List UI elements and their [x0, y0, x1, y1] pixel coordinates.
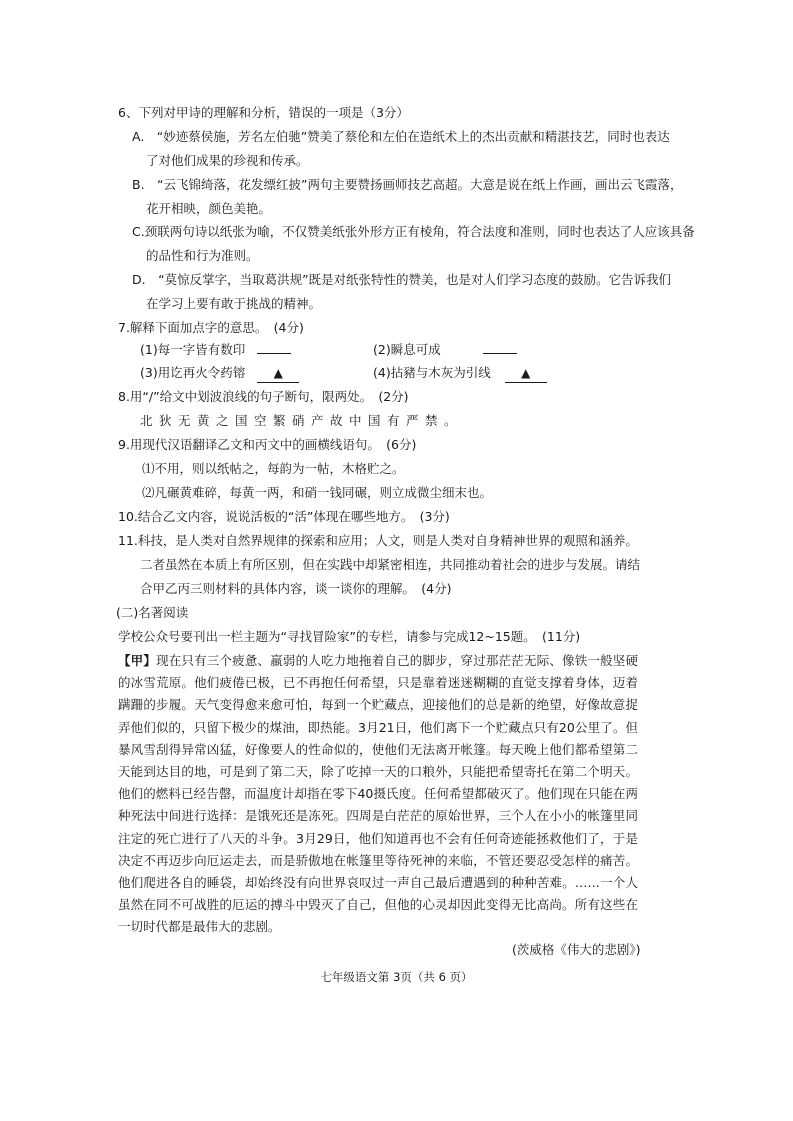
q7-item-3-answer-mark[interactable]: ▲: [257, 364, 299, 383]
q6-option-d-line2: 在学习上要有敢于挑战的精神。: [146, 296, 322, 311]
q6-option-c-line1: C.颈联两句诗以纸张为喻，不仅赞美纸张外形方正有棱角，符合法度和准则，同时也表达了人应该具备: [132, 224, 695, 239]
q6-stem: 6、下列对甲诗的理解和分析，错误的一项是（3分）: [118, 105, 409, 120]
q7-item-1: [140, 340, 291, 359]
q6-option-b-line1: B. “云飞锦绮落，花发缥红披”两句主要赞扬画师技艺高超。大意是说在纸上作画，画出云飞霞落，: [132, 177, 683, 192]
passage: [118, 650, 638, 939]
q7-item-3-text: (3)用讫再火令药镕: [140, 365, 246, 380]
passage-source: (茨威格《伟大的悲剧》): [512, 942, 641, 957]
section-intro: 学校公众号要刊出一栏主题为“寻找冒险家”的专栏，请参与完成12~15题。 (11分): [118, 629, 581, 644]
q7-item-3: [140, 364, 299, 383]
section-heading: (二)名著阅读: [116, 605, 189, 620]
q11-line2: 二者虽然在本质上有所区别，但在实践中却紧密相连，共同推动着社会的进步与发展。请结: [140, 557, 641, 572]
q6-option-a-line2: 了对他们成果的珍视和传承。: [146, 153, 309, 168]
page-footer: 七年级语文第 3页（共 6 页）: [320, 970, 473, 984]
passage-text: 现在只有三个疲惫、羸弱的人吃力地拖着自己的脚步，穿过那茫茫无际、像铁一般坚硬的冰雪荒原。他们疲倦已极，已不再抱任何希望，只是靠着迷迷糊糊的直觉支撑着身体，迈着蹒跚的步履。天气变得愈来愈可怕，每到一个贮藏点，迎接他们的总是新的绝望，好像故意捉弄他们似的，只留下极少的煤油，即热能。3月21日，他们离下一个贮藏点只有20公里了。但暴风雪刮得异常凶猛，好像要人的性命似的，使他们无法离开帐篷。每天晚上他们都希望第二天能到达目的地，可是到了第二天，除了吃掉一天的口粮外，只能把希望寄托在第二个明天。他们的燃料已经告罄，而温度计却指在零下40摄氏度。任何希望都破灭了。他们现在只能在两种死法中间进行选择：是饿死还是冻死。四周是白茫茫的原始世界，三个人在小小的帐篷里同注定的死亡进行了八天的斗争。3月29日，他们知道再也不会有任何奇迹能拯救他们了，于是决定不再迈步向厄运走去，而是骄傲地在帐篷里等待死神的来临，不管还要忍受怎样的痛苦。他们爬进各自的睡袋，却始终没有向世界哀叹过一声自己最后遭遇到的种种苦难。……一个人虽然在同不可战胜的厄运的搏斗中毁灭了自己，但他的心灵却因此变得无比高尚。所有这些在一切时代都是最伟大的悲剧。: [118, 653, 638, 935]
q7-item-2: [373, 340, 517, 359]
q7-item-2-text: (2)瞬息可成: [373, 342, 441, 357]
q10-stem: 10.结合乙文内容，说说活板的“活”体现在哪些地方。 (3分): [118, 509, 450, 524]
q7-item-4-text: (4)拈豬与木灰为引线: [373, 365, 491, 380]
passage-label: 【甲】: [118, 653, 157, 668]
q11-line3: 合甲乙丙三则材料的具体内容，谈一谈你的理解。 (4分): [140, 581, 452, 596]
q9-stem: 9.用现代汉语翻译乙文和丙文中的画横线语句。 (6分): [118, 437, 417, 452]
q7-item-1-text: (1)每一字皆有数印: [140, 342, 246, 357]
q9-sentence-1: ⑴不用，则以纸帖之，每韵为一帖，木格贮之。: [142, 461, 405, 476]
q9-sentence-2: ⑵凡碾黄难碎，每黄一两，和硝一钱同碾，则立成微尘细末也。: [142, 485, 493, 500]
q6-option-a-line1: A. “妙迹蔡侯施，芳名左伯驰”赞美了蔡伦和左伯在造纸术上的杰出贡献和精湛技艺，同时也表达: [132, 129, 670, 144]
q7-item-2-blank[interactable]: [483, 340, 517, 354]
q8-sentence: 北狄无黄之国空繁硝产故中国有严禁。: [140, 413, 464, 428]
q7-item-4: [373, 364, 547, 383]
q6-option-b-line2: 花开相映，颜色美艳。: [146, 201, 272, 216]
q6-option-c-line2: 的品性和行为准则。: [146, 248, 259, 263]
q7-stem: 7.解释下面加点字的意思。 (4分): [118, 320, 304, 335]
q7-item-4-answer-mark[interactable]: ▲: [505, 364, 547, 383]
q11-line1: 11.科技，是人类对自然界规律的探索和应用；人文，则是人类对自身精神世界的观照和涵养。: [118, 533, 638, 548]
q7-item-1-blank[interactable]: [257, 340, 291, 354]
q6-option-d-line1: D. “莫惊反掌字，当取葛洪规”既是对纸张特性的赞美，也是对人们学习态度的鼓励。它告诉我们: [132, 272, 672, 287]
q8-stem: 8.用“/”给文中划波浪线的句子断句，限两处。 (2分): [118, 389, 409, 404]
